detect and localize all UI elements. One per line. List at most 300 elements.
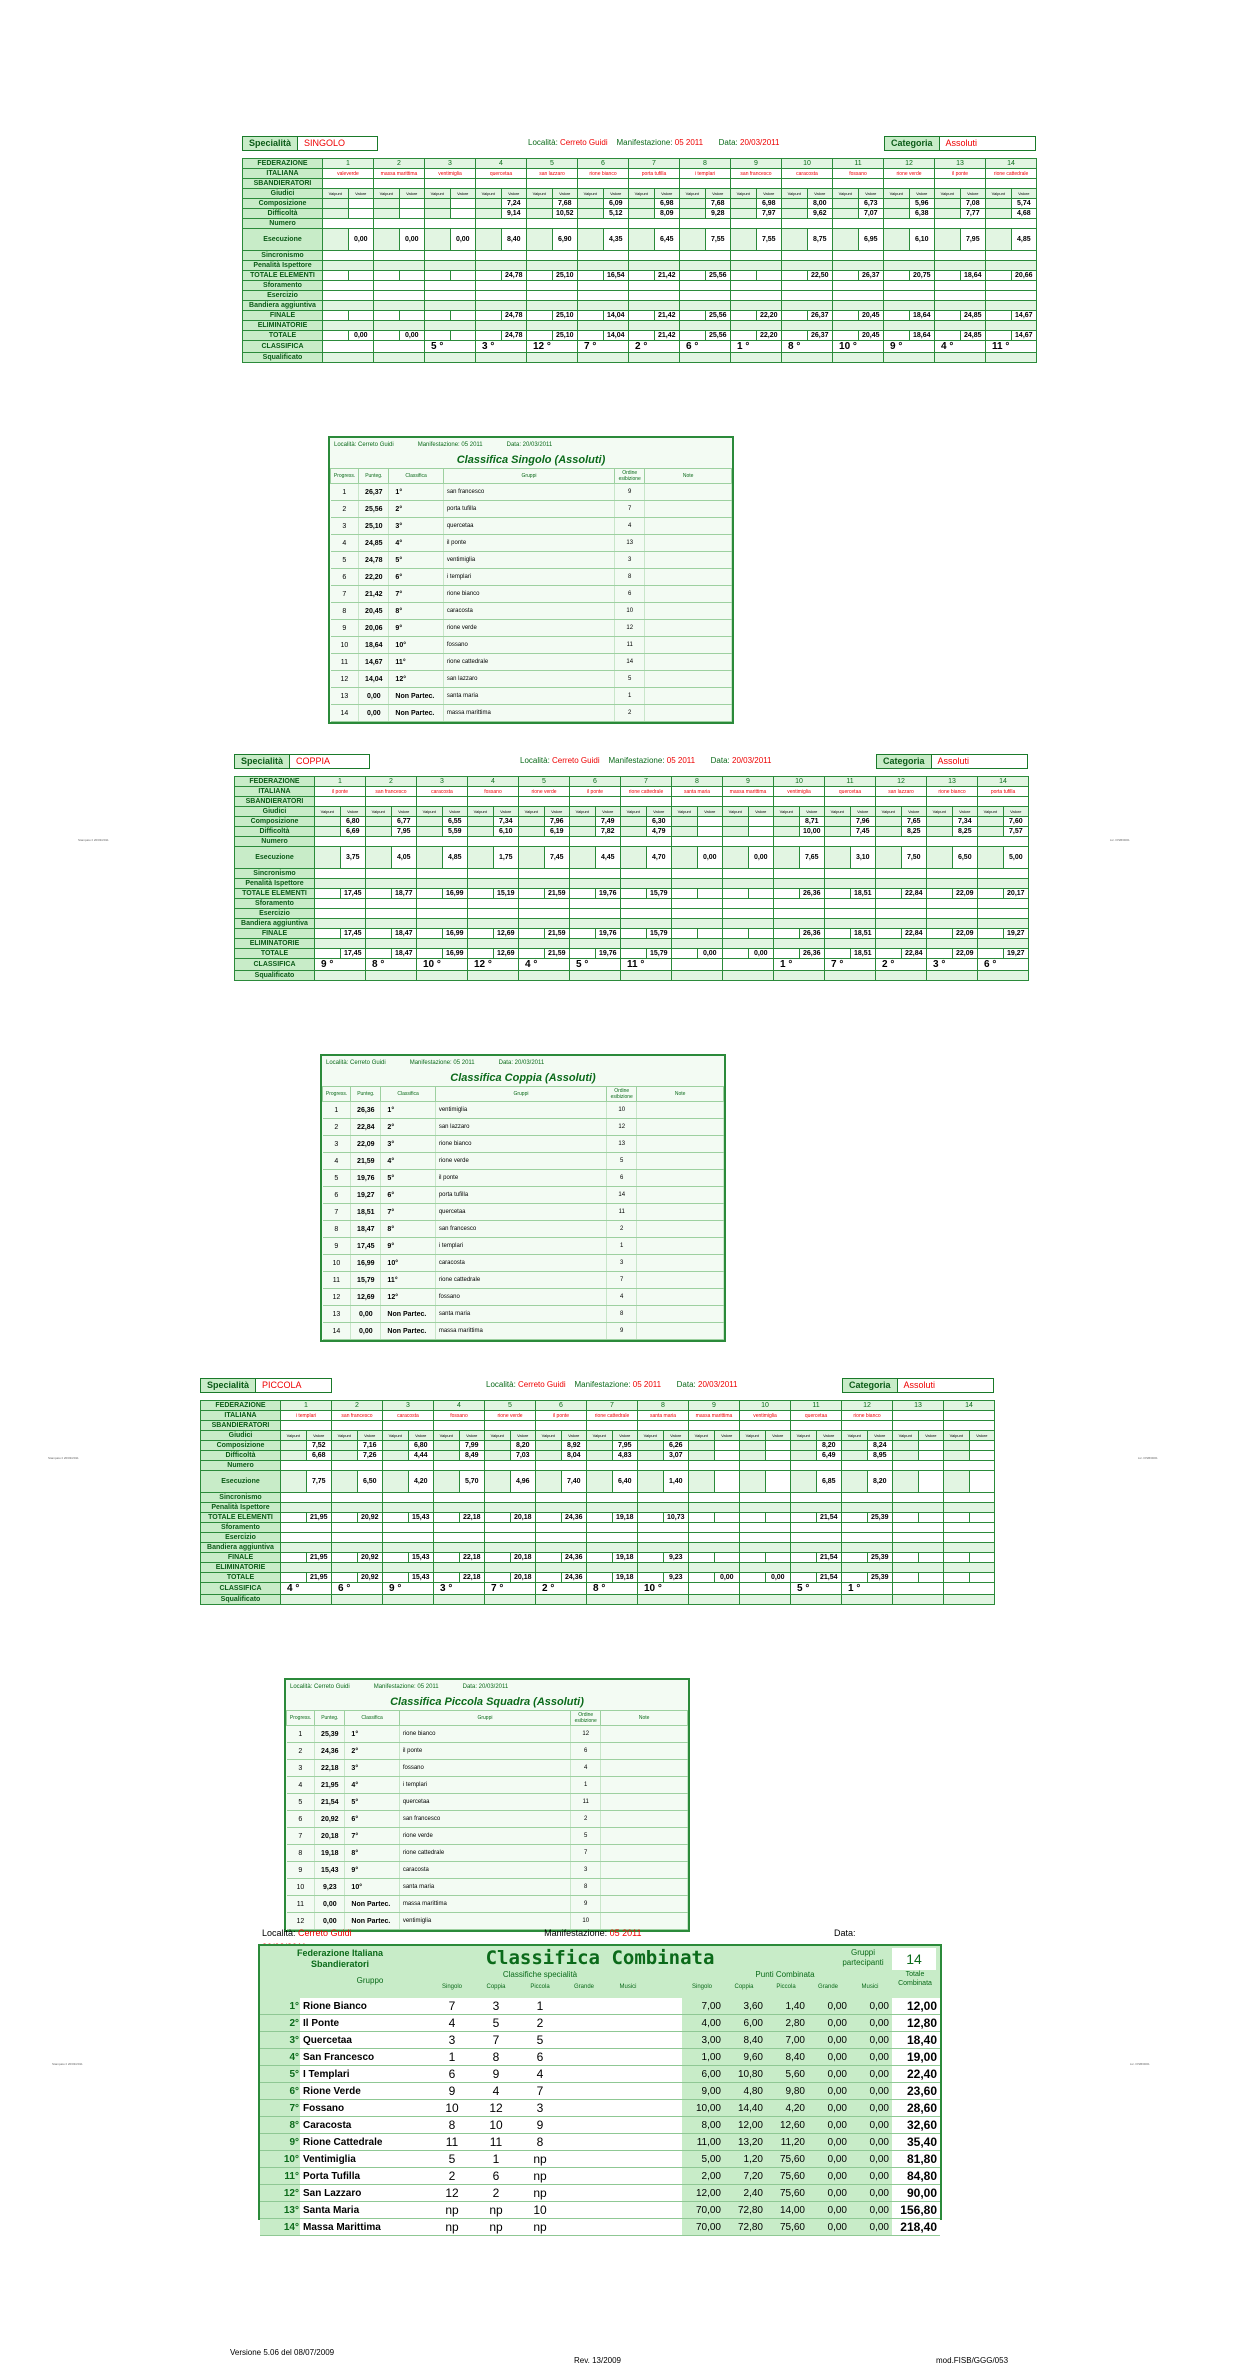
combinata-points: 1,00 (682, 2049, 724, 2066)
singolo-header-line: Località: Cerreto Guidi Manifestazione: 05 2011 Data: 20/03/2011 (528, 138, 780, 147)
rank-progr: 3 (323, 1136, 351, 1153)
rank-group: rione bianco (399, 1726, 570, 1743)
value-cell: 7,52 (306, 1441, 332, 1451)
combinata-points: 0,00 (850, 2032, 892, 2049)
combinata-points: 3,60 (724, 1998, 766, 2015)
combinata-gap (650, 2168, 682, 2185)
value-cell: 10,73 (663, 1513, 689, 1523)
rank-score: 21,42 (359, 586, 389, 603)
spacer-cell (536, 1573, 562, 1583)
rank-group: san francesco (443, 484, 614, 501)
value-cell: 4,68 (1011, 209, 1037, 219)
row-label: Esercizio (243, 291, 323, 301)
score-row (201, 1421, 995, 1431)
blank-cell (536, 1595, 587, 1605)
rank-meta: Manifestazione: 05 2011 (409, 1060, 475, 1066)
rank-order: 3 (571, 1862, 601, 1879)
combinata-gruppi-count: 14 (892, 1948, 936, 1970)
combinata-points: 8,40 (724, 2032, 766, 2049)
rank-score: 22,84 (351, 1119, 381, 1136)
group-number: 8 (680, 159, 731, 169)
valpunt-head: Valpunt (978, 807, 1004, 817)
rank-row (287, 1862, 688, 1879)
blank-cell (740, 1595, 791, 1605)
group-name: rione verde (519, 787, 570, 797)
value-cell: 9,62 (807, 209, 833, 219)
valore-head: Valore (765, 1431, 791, 1441)
combinata-points: 0,00 (850, 2117, 892, 2134)
combinata-class: 6 (518, 2049, 562, 2066)
spacer-cell (842, 1573, 868, 1583)
combinata-row (260, 2185, 940, 2202)
blank-cell (332, 1503, 383, 1513)
value-cell: 5,12 (603, 209, 629, 219)
group-number: 7 (587, 1401, 638, 1411)
value-cell: 7,34 (493, 817, 519, 827)
value-cell: 6,30 (646, 817, 672, 827)
blank-cell (332, 1523, 383, 1533)
value-cell: 0,00 (765, 1573, 791, 1583)
value-cell: 7,95 (960, 229, 986, 251)
combinata-class: np (430, 2202, 474, 2219)
value-cell: 7,34 (952, 817, 978, 827)
combinata-group: Rione Bianco (300, 1998, 430, 2015)
group-name: i templari (680, 169, 731, 179)
row-label: Giudici (235, 807, 315, 817)
rank-order: 11 (571, 1794, 601, 1811)
valpunt-head: Valpunt (884, 189, 910, 199)
combinata-grande (562, 2117, 606, 2134)
combinata-points: 13,20 (724, 2134, 766, 2151)
combinata-musici (606, 2032, 650, 2049)
value-cell: 7,24 (501, 199, 527, 209)
combinata-gap (650, 1998, 682, 2015)
valpunt-head: Valpunt (417, 807, 443, 817)
combinata-group: Ventimiglia (300, 2151, 430, 2168)
rank-progr: 4 (323, 1153, 351, 1170)
combinata-group: San Francesco (300, 2049, 430, 2066)
combinata-points: 75,60 (766, 2151, 808, 2168)
value-cell: 8,09 (654, 209, 680, 219)
blank-cell (638, 1503, 689, 1513)
valore-head: Valore (340, 807, 366, 817)
spacer-cell (281, 1471, 307, 1493)
rank-progr: 14 (331, 705, 359, 722)
combinata-group: San Lazzaro (300, 2185, 430, 2202)
rank-score: 21,54 (315, 1794, 345, 1811)
rank-position: 10° (389, 637, 443, 654)
combinata-class: 1 (518, 1998, 562, 2015)
value-cell: 24,85 (960, 331, 986, 341)
rank-progr: 10 (287, 1879, 315, 1896)
blank-cell (332, 1595, 383, 1605)
rank-group: il ponte (399, 1743, 570, 1760)
combinata-points: 12,00 (682, 2185, 724, 2202)
value-cell: 20,18 (510, 1513, 536, 1523)
combinata-points: 0,00 (808, 2134, 850, 2151)
combinata-gap (650, 2049, 682, 2066)
spacer-cell (638, 1573, 664, 1583)
rank-progr: 3 (331, 518, 359, 535)
rank-position: 12° (389, 671, 443, 688)
rank-score: 19,18 (315, 1845, 345, 1862)
blank-cell (587, 1493, 638, 1503)
blank-cell (842, 1503, 893, 1513)
spacer-cell (842, 1553, 868, 1563)
rank-order: 8 (607, 1306, 637, 1323)
combinata-rank: 5° (260, 2066, 300, 2083)
row-label: Esecuzione (235, 847, 315, 869)
rank-position: 2° (389, 501, 443, 518)
combinata-points: 4,80 (724, 2083, 766, 2100)
spacer-cell (383, 1553, 409, 1563)
blank-cell (281, 1461, 332, 1471)
value-cell: 6,45 (654, 229, 680, 251)
value-cell (714, 1553, 740, 1563)
rank-score: 25,10 (359, 518, 389, 535)
valore-head: Valore (663, 1431, 689, 1441)
group-name: santa maria (672, 787, 723, 797)
rank-meta: Data: 20/03/2011 (498, 1060, 545, 1066)
combinata-class: 8 (518, 2134, 562, 2151)
group-number: 9 (723, 777, 774, 787)
group-number: 9 (689, 1401, 740, 1411)
combinata-points: 8,00 (682, 2117, 724, 2134)
rank-score: 19,76 (351, 1170, 381, 1187)
rank-head-ordine: Ordine esibizione (615, 469, 645, 484)
value-cell: 5,74 (1011, 199, 1037, 209)
combinata-gruppo-head: Gruppo (356, 1976, 384, 1985)
value-cell (969, 1471, 995, 1493)
rank-order: 4 (607, 1289, 637, 1306)
rank-score: 25,39 (315, 1726, 345, 1743)
value-cell: 7,57 (1003, 827, 1029, 837)
group-number: 11 (825, 777, 876, 787)
valpunt-head: Valpunt (774, 807, 800, 817)
combinata-rank: 8° (260, 2117, 300, 2134)
blank-cell (281, 1493, 332, 1503)
blank-cell (485, 1563, 536, 1573)
rank-head-gruppi: Gruppi (399, 1711, 570, 1726)
value-cell: 9,23 (663, 1553, 689, 1563)
rank-row (287, 1760, 688, 1777)
spacer-cell (434, 1471, 460, 1493)
blank-cell (944, 1503, 995, 1513)
value-cell: 20,92 (357, 1573, 383, 1583)
combinata-gap (650, 2202, 682, 2219)
group-number: 10 (782, 159, 833, 169)
blank-cell (383, 1533, 434, 1543)
value-cell: 24,36 (561, 1513, 587, 1523)
value-cell (714, 1441, 740, 1451)
blank-cell (791, 1543, 842, 1553)
value-cell: 19,76 (595, 889, 621, 899)
row-label: FINALE (201, 1553, 281, 1563)
rank-note (601, 1862, 688, 1879)
value-cell: 26,36 (799, 949, 825, 959)
combinata-total: 22,40 (892, 2066, 940, 2083)
spacer-cell (944, 1451, 970, 1461)
group-number: 4 (468, 777, 519, 787)
value-cell: 25,56 (705, 331, 731, 341)
rank-position: 9° (389, 620, 443, 637)
value-cell (918, 1441, 944, 1451)
spacer-cell (791, 1513, 817, 1523)
group-name: rione bianco (927, 787, 978, 797)
blank-cell (893, 1503, 944, 1513)
group-name: fossano (468, 787, 519, 797)
valore-head: Valore (799, 807, 825, 817)
row-label: Giudici (201, 1431, 281, 1441)
rank-order: 13 (615, 535, 645, 552)
valore-head: Valore (850, 807, 876, 817)
value-cell: 14,04 (603, 331, 629, 341)
valpunt-head: Valpunt (332, 1431, 358, 1441)
rank-progr: 13 (331, 688, 359, 705)
blank-cell (383, 1523, 434, 1533)
value-cell: 7,45 (850, 827, 876, 837)
spacer-cell (383, 1573, 409, 1583)
rank-group: rione bianco (435, 1136, 606, 1153)
value-cell: 9,28 (705, 209, 731, 219)
value-cell: 8,24 (867, 1441, 893, 1451)
spacer-cell (740, 1513, 766, 1523)
combinata-points: 12,60 (766, 2117, 808, 2134)
valore-head: Valore (646, 807, 672, 817)
spacer-cell (791, 1451, 817, 1461)
combinata-total: 19,00 (892, 2049, 940, 2066)
group-number: 6 (570, 777, 621, 787)
rank-head-class: Classifica (389, 469, 443, 484)
blank-cell (587, 1543, 638, 1553)
spacer-cell (893, 1573, 919, 1583)
combinata-group: Santa Maria (300, 2202, 430, 2219)
rank-group: santa maria (443, 688, 614, 705)
group-name: il ponte (315, 787, 366, 797)
combinata-row (260, 2151, 940, 2168)
combinata-class: 8 (430, 2117, 474, 2134)
value-cell: 18,51 (850, 889, 876, 899)
combinata-rank: 1° (260, 1998, 300, 2015)
rank-order: 8 (615, 569, 645, 586)
value-cell: 18,64 (909, 331, 935, 341)
combinata-rank: 13° (260, 2202, 300, 2219)
value-cell: 6,95 (858, 229, 884, 251)
combinata-total: 12,00 (892, 1998, 940, 2015)
combinata-class: np (430, 2219, 474, 2236)
piccola-specialty-box: Specialità PICCOLA (200, 1378, 332, 1393)
rank-progr: 7 (323, 1204, 351, 1221)
spacer-cell (281, 1441, 307, 1451)
value-cell: 7,26 (357, 1451, 383, 1461)
value-cell (765, 1441, 791, 1451)
combinata-subhead: Piccola (530, 1984, 550, 1990)
blank-cell (485, 1503, 536, 1513)
rank-score: 24,36 (315, 1743, 345, 1760)
spacer-cell (587, 1553, 613, 1563)
value-cell: 15,19 (493, 889, 519, 899)
rank-group: caracosta (443, 603, 614, 620)
combinata-row (260, 2219, 940, 2236)
blank-cell (638, 1533, 689, 1543)
value-cell: 7,50 (901, 847, 927, 869)
value-cell: 4,96 (510, 1471, 536, 1493)
class-cell: 6 ° (978, 959, 1029, 971)
valore-head: Valore (450, 189, 476, 199)
group-name: san francesco (731, 169, 782, 179)
group-number: 13 (893, 1401, 944, 1411)
class-cell: 11 ° (986, 341, 1037, 353)
combinata-total: 18,40 (892, 2032, 940, 2049)
group-number: 14 (978, 777, 1029, 787)
rank-order: 6 (615, 586, 645, 603)
rank-order: 9 (571, 1896, 601, 1913)
valore-head: Valore (867, 1431, 893, 1441)
group-name: san francesco (366, 787, 417, 797)
combinata-points: 0,00 (808, 2185, 850, 2202)
valpunt-head: Valpunt (527, 189, 553, 199)
rank-position: Non Partec. (381, 1306, 435, 1323)
rank-progr: 2 (287, 1743, 315, 1760)
combinata-group: Massa Marittima (300, 2219, 430, 2236)
rank-title: Classifica Coppia (Assoluti) (450, 1072, 596, 1084)
combinata-points: 75,60 (766, 2219, 808, 2236)
group-number: 3 (383, 1401, 434, 1411)
rank-group: rione verde (399, 1828, 570, 1845)
combinata-points: 0,00 (808, 2049, 850, 2066)
valpunt-head: Valpunt (672, 807, 698, 817)
rank-group: san francesco (435, 1221, 606, 1238)
valore-head: Valore (408, 1431, 434, 1441)
value-cell: 20,92 (357, 1553, 383, 1563)
value-cell (765, 1451, 791, 1461)
value-cell: 19,18 (612, 1573, 638, 1583)
value-cell: 6,85 (816, 1471, 842, 1493)
combinata-rank: 7° (260, 2100, 300, 2117)
combinata-grande (562, 2168, 606, 2185)
group-name: quercetaa (791, 1411, 842, 1421)
row-label: TOTALE ELEMENTI (201, 1513, 281, 1523)
value-cell: 5,00 (1003, 847, 1029, 869)
rank-order: 14 (607, 1187, 637, 1204)
blank-cell (485, 1493, 536, 1503)
rank-position: 5° (345, 1794, 399, 1811)
row-label: Sincronismo (235, 869, 315, 879)
value-cell: 4,85 (1011, 229, 1037, 251)
row-label: SBANDIERATORI (243, 179, 323, 189)
rank-order: 7 (571, 1845, 601, 1862)
row-label: FEDERAZIONE (243, 159, 323, 169)
rank-note (601, 1726, 688, 1743)
blank-cell (281, 1421, 332, 1431)
spacer-cell (383, 1513, 409, 1523)
valpunt-head: Valpunt (740, 1431, 766, 1441)
spacer-cell (638, 1471, 664, 1493)
blank-cell (944, 1595, 995, 1605)
row-label: TOTALE ELEMENTI (235, 889, 315, 899)
class-cell: 8 ° (366, 959, 417, 971)
value-cell: 18,51 (850, 949, 876, 959)
spacer-cell (638, 1451, 664, 1461)
combinata-musici (606, 2168, 650, 2185)
rank-progr: 1 (323, 1102, 351, 1119)
valore-head: Valore (816, 1431, 842, 1441)
blank-cell (281, 1563, 332, 1573)
combinata-points: 75,60 (766, 2185, 808, 2202)
combinata-subhead: Singolo (691, 1984, 712, 1990)
blank-cell (842, 1421, 893, 1431)
blank-cell (689, 1493, 740, 1503)
spacer-cell (638, 1553, 664, 1563)
value-cell: 4,70 (646, 847, 672, 869)
rank-meta: Data: 20/03/2011 (462, 1684, 509, 1690)
spacer-cell (587, 1513, 613, 1523)
combinata-class: 6 (474, 2168, 518, 2185)
group-number: 4 (434, 1401, 485, 1411)
valore-head: Valore (858, 189, 884, 199)
blank-cell (383, 1421, 434, 1431)
value-cell: 3,07 (663, 1451, 689, 1461)
row-label: ITALIANA (235, 787, 315, 797)
value-cell: 19,18 (612, 1513, 638, 1523)
value-cell: 26,37 (807, 331, 833, 341)
valore-head: Valore (493, 807, 519, 817)
combinata-grande (562, 2219, 606, 2236)
rank-score: 0,00 (351, 1306, 381, 1323)
value-cell: 7,45 (544, 847, 570, 869)
valore-head: Valore (960, 189, 986, 199)
combinata-subhead: Musici (619, 1984, 637, 1990)
group-number: 1 (315, 777, 366, 787)
blank-cell (689, 1595, 740, 1605)
row-label: Composizione (235, 817, 315, 827)
valpunt-head: Valpunt (315, 807, 341, 817)
combinata-gap (650, 2134, 682, 2151)
rank-progr: 2 (323, 1119, 351, 1136)
combinata-class: 11 (430, 2134, 474, 2151)
valore-head: Valore (348, 189, 374, 199)
group-name: rione verde (485, 1411, 536, 1421)
value-cell: 22,84 (901, 889, 927, 899)
spacer-cell (281, 1451, 307, 1461)
spacer-cell (638, 1513, 664, 1523)
value-cell: 12,69 (493, 949, 519, 959)
combinata-points: 0,00 (850, 2015, 892, 2032)
score-row (201, 1533, 995, 1543)
value-cell: 26,36 (799, 889, 825, 899)
combinata-points: 10,00 (682, 2100, 724, 2117)
row-label: Sincronismo (201, 1493, 281, 1503)
value-cell: 20,17 (1003, 889, 1029, 899)
value-cell: 10,00 (799, 827, 825, 837)
rank-group: i templari (435, 1238, 606, 1255)
combinata-group: Quercetaa (300, 2032, 430, 2049)
combinata-points: 11,20 (766, 2134, 808, 2151)
rank-position: 7° (389, 586, 443, 603)
blank-cell (689, 1421, 740, 1431)
value-cell: 22,50 (807, 271, 833, 281)
combinata-points: 10,80 (724, 2066, 766, 2083)
combinata-pc-head: Punti Combinata (755, 1970, 815, 1979)
valore-head: Valore (756, 189, 782, 199)
value-cell (918, 1451, 944, 1461)
blank-cell (944, 1493, 995, 1503)
combinata-points: 5,00 (682, 2151, 724, 2168)
value-cell: 25,10 (552, 311, 578, 321)
spacer-cell (332, 1441, 358, 1451)
combinata-musici (606, 2083, 650, 2100)
group-name: rione cattedrale (986, 169, 1037, 179)
